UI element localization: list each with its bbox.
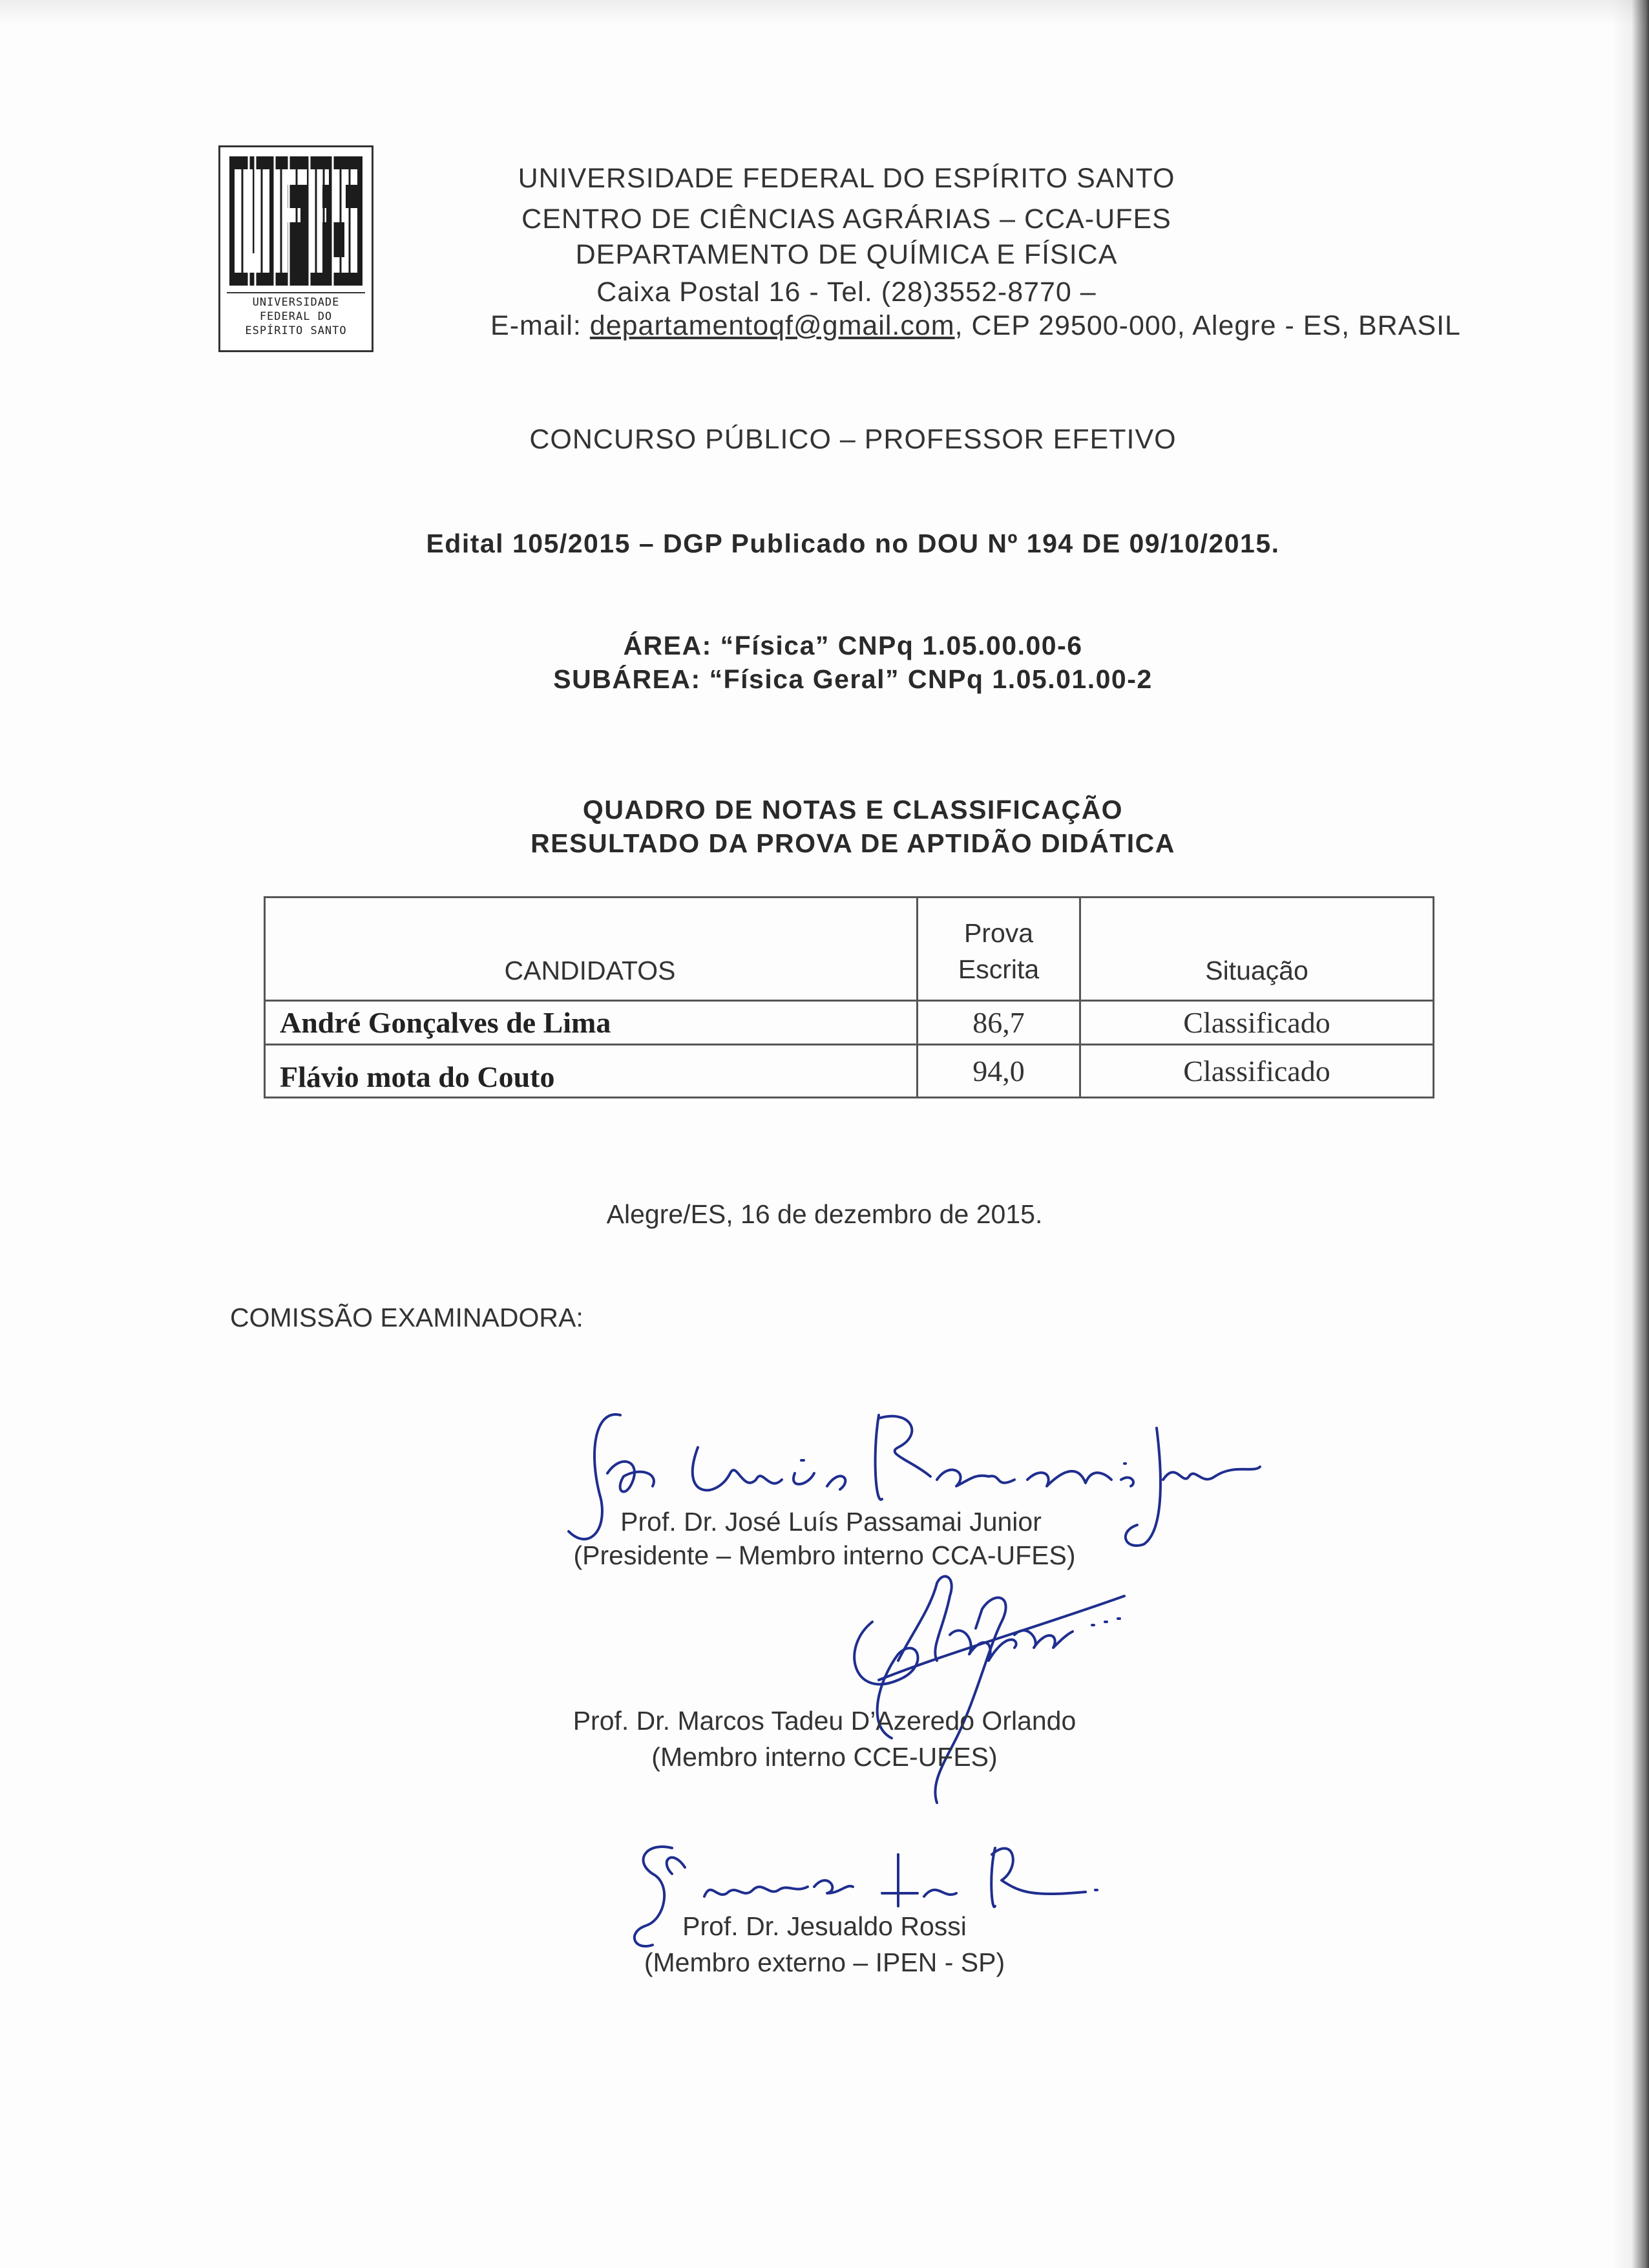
header-exam [918,896,1079,1000]
header-postal: Caixa Postal 16 - Tel. (28)3552-8770 – [596,277,1097,308]
member-1-name: Prof. Dr. José Luís Passamai Junior [620,1507,1042,1537]
subarea-line: SUBÁREA: “Física Geral” CNPq 1.05.01.00-2 [553,664,1153,694]
email-label: E-mail: [490,310,582,341]
header-exam-line2: Escrita [958,954,1040,984]
header-department: DEPARTAMENTO DE QUÍMICA E FÍSICA [575,239,1118,270]
committee-label: COMISSÃO EXAMINADORA: [230,1303,583,1332]
row-1-status: Classificado [1183,1006,1330,1039]
member-3-name: Prof. Dr. Jesualdo Rossi [682,1911,967,1941]
logo-caption-3: ESPÍRITO SANTO [245,324,347,337]
scan-shadow-top [0,0,1649,26]
results-title-2: RESULTADO DA PROVA DE APTIDÃO DIDÁTICA [530,828,1175,858]
header-university: UNIVERSIDADE FEDERAL DO ESPÍRITO SANTO [518,163,1175,194]
row-1-name: André Gonçalves de Lima [280,1006,611,1039]
area-line: ÁREA: “Física” CNPq 1.05.00.00-6 [623,631,1083,660]
row-2-status: Classificado [1183,1055,1330,1087]
row-2-score: 94,0 [972,1055,1025,1087]
header-candidates: CANDIDATOS [504,955,676,985]
email-rest: , CEP 29500-000, Alegre - ES, BRASIL [954,310,1461,341]
member-2-role: (Membro interno CCE-UFES) [651,1742,998,1772]
table-border-right [1433,896,1434,1098]
logo-caption-1: UNIVERSIDADE [252,296,340,309]
row-1-score: 86,7 [972,1006,1025,1039]
place-date: Alegre/ES, 16 de dezembro de 2015. [606,1199,1043,1229]
header-center: CENTRO DE CIÊNCIAS AGRÁRIAS – CCA-UFES [521,204,1171,235]
member-3-role: (Membro externo – IPEN - SP) [644,1948,1005,1977]
edital-line: Edital 105/2015 – DGP Publicado no DOU Nº 194 DE 09/10/2015. [426,529,1280,558]
member-2-name: Prof. Dr. Marcos Tadeu D’Azeredo Orlando [572,1706,1077,1736]
header-email-line [362,310,1590,342]
email-link[interactable]: departamentoqf@gmail.com [589,310,955,341]
signature-2 [801,1570,1137,1816]
results-title-1: QUADRO DE NOTAS E CLASSIFICAÇÃO [582,795,1124,824]
header-exam-line1: Prova [963,918,1034,948]
results-table [264,896,1434,1098]
table-border-bottom [264,1097,1434,1098]
header-status: Situação [1205,955,1308,985]
row-2-name: Flávio mota do Couto [280,1060,555,1093]
contest-title: CONCURSO PÚBLICO – PROFESSOR EFETIVO [529,424,1177,455]
member-1-role: (Presidente – Membro interno CCA-UFES) [573,1540,1076,1570]
logo-caption-2: FEDERAL DO [259,310,333,323]
